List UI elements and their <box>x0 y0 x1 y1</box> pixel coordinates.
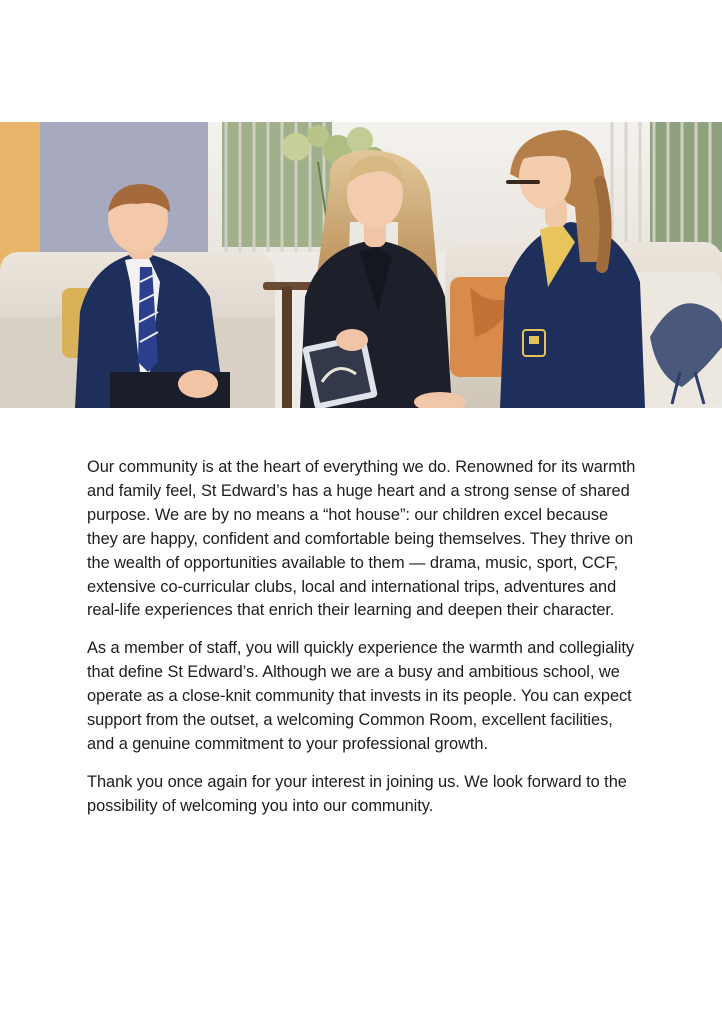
paragraph-staff: As a member of staff, you will quickly experience the warmth and collegiality that define St Edward’s. Although we are a busy and ambitious school, we operate as a close-knit community that invests in its people. You can expect support from the outset, a welcoming Common Room, excellent facilities, and a genuine commitment to your professional growth. <box>87 639 635 753</box>
body-text <box>87 456 642 833</box>
paragraph-community: Our community is at the heart of everything we do. Renowned for its warmth and family feel, St Edward’s has a huge heart and a strong sense of shared purpose. We are by no means a “hot house”: our children excel because they are happy, confident and comfortable being themselves. They thrive on the wealth of opportunities available to them — drama, music, sport, CCF, extensive co-curricular clubs, local and international trips, adventures and real-life experiences that enrich their learning and deepen their character. <box>87 458 636 620</box>
hero-photo <box>0 122 722 408</box>
paragraph-thanks: Thank you once again for your interest in joining us. We look forward to the possibility of welcoming you into our community. <box>87 772 627 815</box>
